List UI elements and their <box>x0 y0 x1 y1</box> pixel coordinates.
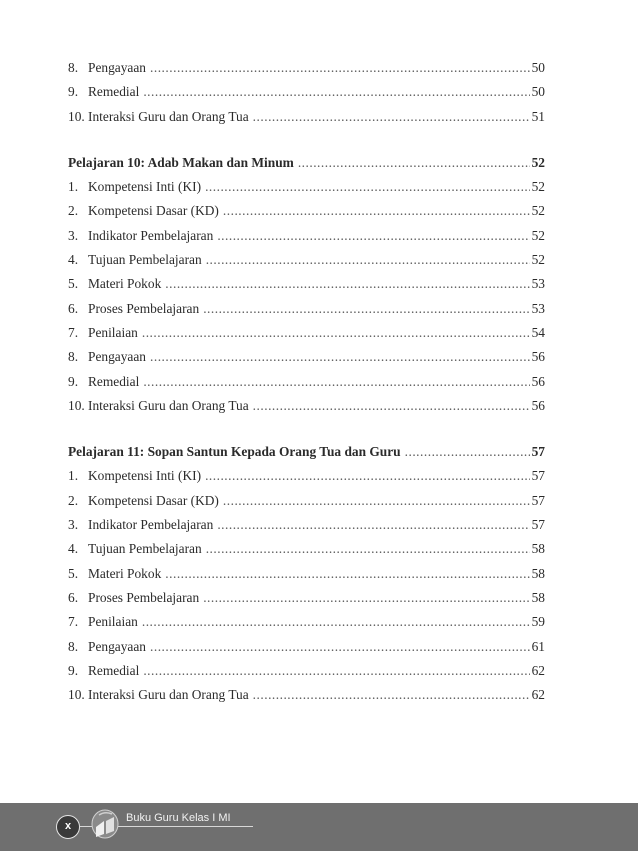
lesson-heading-page: 52 <box>531 154 545 170</box>
toc-entry-page: 51 <box>531 108 545 124</box>
dot-leader <box>150 635 530 659</box>
toc-entry-number: 7. <box>68 614 79 630</box>
toc-entry-title: Penilaian <box>88 324 138 340</box>
page-number-badge: x <box>56 815 80 839</box>
toc-entry-title: Kompetensi Inti (KI) <box>88 179 202 195</box>
toc-entry-title: Remedial <box>88 662 140 678</box>
toc-entry-title: Pengayaan <box>88 60 147 75</box>
dot-leader <box>150 345 530 369</box>
toc-entry[interactable] <box>68 80 545 104</box>
dot-leader <box>205 175 530 199</box>
toc-entry-number: 10. <box>68 397 85 413</box>
lesson-11-list <box>68 464 545 707</box>
table-of-contents <box>68 56 545 707</box>
toc-entry-page: 52 <box>531 203 545 219</box>
toc-entry[interactable] <box>68 370 545 394</box>
toc-entry-number: 5. <box>68 276 79 292</box>
toc-entry-page: 57 <box>531 468 545 484</box>
toc-entry-number: 8. <box>68 60 79 75</box>
dot-leader <box>150 56 530 80</box>
dot-leader <box>142 610 530 634</box>
toc-entry-page: 57 <box>531 492 545 508</box>
toc-entry-title: Pengayaan <box>88 349 147 365</box>
dot-leader <box>203 297 529 321</box>
lesson-heading-title: Pelajaran 11: Sopan Santun Kepada Orang Tua dan Guru <box>68 444 401 460</box>
toc-entry[interactable] <box>68 321 545 345</box>
toc-entry-number: 5. <box>68 565 79 581</box>
dot-leader <box>206 248 530 272</box>
dot-leader <box>142 321 530 345</box>
dot-leader <box>405 440 530 464</box>
lesson-11-heading[interactable] <box>68 440 545 464</box>
toc-entry[interactable] <box>68 297 545 321</box>
toc-entry-title: Interaksi Guru dan Orang Tua <box>88 108 249 124</box>
dot-leader <box>223 199 530 223</box>
toc-entry-page: 56 <box>531 349 545 365</box>
dot-leader <box>206 537 530 561</box>
dot-leader <box>253 105 530 129</box>
toc-entry-page: 61 <box>531 638 545 654</box>
toc-entry-title: Remedial <box>88 373 140 389</box>
footer-book-title: Buku Guru Kelas I MI <box>126 812 231 824</box>
toc-entry[interactable] <box>68 635 545 659</box>
toc-entry-title: Kompetensi Dasar (KD) <box>88 203 219 219</box>
toc-entry[interactable] <box>68 489 545 513</box>
toc-entry[interactable] <box>68 464 545 488</box>
toc-entry-page: 50 <box>531 84 545 100</box>
toc-entry-number: 1. <box>68 179 79 195</box>
lesson-10-heading[interactable] <box>68 151 545 175</box>
toc-entry-title: Tujuan Pembelajaran <box>88 252 202 268</box>
toc-entry-number: 9. <box>68 662 79 678</box>
toc-entry[interactable] <box>68 394 545 418</box>
toc-entry-number: 2. <box>68 492 79 508</box>
toc-entry[interactable] <box>68 56 545 80</box>
toc-top-list <box>68 56 545 129</box>
toc-entry-page: 58 <box>531 541 545 557</box>
toc-entry-page: 50 <box>531 60 545 75</box>
toc-entry-title: Materi Pokok <box>88 565 162 581</box>
toc-entry-title: Kompetensi Inti (KI) <box>88 468 202 484</box>
toc-entry-title: Interaksi Guru dan Orang Tua <box>88 397 249 413</box>
toc-entry[interactable] <box>68 105 545 129</box>
dot-leader <box>253 683 530 707</box>
toc-entry-page: 52 <box>531 179 545 195</box>
toc-entry[interactable] <box>68 345 545 369</box>
dot-leader <box>143 659 529 683</box>
toc-entry-page: 57 <box>531 517 545 533</box>
dot-leader <box>205 464 530 488</box>
toc-entry-page: 53 <box>531 276 545 292</box>
dot-leader <box>298 151 530 175</box>
toc-entry[interactable] <box>68 199 545 223</box>
toc-entry[interactable] <box>68 248 545 272</box>
toc-entry[interactable] <box>68 586 545 610</box>
toc-entry[interactable] <box>68 683 545 707</box>
lesson-heading-page: 57 <box>531 444 545 460</box>
dot-leader <box>165 272 529 296</box>
toc-entry-title: Proses Pembelajaran <box>88 589 200 605</box>
toc-entry-page: 56 <box>531 373 545 389</box>
toc-entry-number: 9. <box>68 84 79 100</box>
toc-entry[interactable] <box>68 562 545 586</box>
toc-entry-title: Indikator Pembelajaran <box>88 227 214 243</box>
toc-entry[interactable] <box>68 175 545 199</box>
toc-entry-title: Remedial <box>88 84 140 100</box>
toc-entry-number: 2. <box>68 203 79 219</box>
toc-entry-title: Interaksi Guru dan Orang Tua <box>88 687 249 703</box>
toc-entry-page: 56 <box>531 397 545 413</box>
toc-entry-title: Materi Pokok <box>88 276 162 292</box>
toc-entry-page: 58 <box>531 589 545 605</box>
dot-leader <box>165 562 529 586</box>
lesson-heading-title: Pelajaran 10: Adab Makan dan Minum <box>68 154 294 170</box>
dot-leader <box>217 224 529 248</box>
dot-leader <box>217 513 529 537</box>
toc-entry[interactable] <box>68 610 545 634</box>
lesson-10-list <box>68 175 545 418</box>
toc-entry-title: Indikator Pembelajaran <box>88 517 214 533</box>
toc-entry-number: 9. <box>68 373 79 389</box>
toc-entry[interactable] <box>68 224 545 248</box>
toc-entry[interactable] <box>68 272 545 296</box>
dot-leader <box>253 394 530 418</box>
toc-entry-number: 10. <box>68 687 85 703</box>
toc-entry-page: 52 <box>531 227 545 243</box>
toc-entry[interactable] <box>68 659 545 683</box>
toc-entry[interactable] <box>68 513 545 537</box>
toc-entry-title: Pengayaan <box>88 638 147 654</box>
toc-entry-title: Kompetensi Dasar (KD) <box>88 492 219 508</box>
toc-entry-page: 54 <box>531 324 545 340</box>
toc-entry-number: 3. <box>68 517 79 533</box>
page-footer <box>0 803 638 851</box>
toc-entry-number: 4. <box>68 252 79 268</box>
toc-entry-page: 53 <box>531 300 545 316</box>
toc-entry-title: Penilaian <box>88 614 138 630</box>
toc-entry-number: 8. <box>68 638 79 654</box>
book-logo-icon <box>90 807 120 841</box>
toc-entry-title: Proses Pembelajaran <box>88 300 200 316</box>
toc-entry-number: 3. <box>68 227 79 243</box>
toc-entry-number: 1. <box>68 468 79 484</box>
toc-entry-number: 6. <box>68 300 79 316</box>
toc-entry-number: 7. <box>68 324 79 340</box>
dot-leader <box>143 370 529 394</box>
toc-entry-title: Tujuan Pembelajaran <box>88 541 202 557</box>
toc-entry-number: 4. <box>68 541 79 557</box>
toc-entry[interactable] <box>68 537 545 561</box>
dot-leader <box>143 80 529 104</box>
dot-leader <box>203 586 529 610</box>
toc-entry-number: 6. <box>68 589 79 605</box>
toc-entry-page: 62 <box>531 687 545 703</box>
toc-entry-page: 62 <box>531 662 545 678</box>
toc-entry-page: 59 <box>531 614 545 630</box>
toc-entry-number: 8. <box>68 349 79 365</box>
toc-entry-number: 10. <box>68 108 85 124</box>
dot-leader <box>223 489 530 513</box>
toc-entry-page: 58 <box>531 565 545 581</box>
toc-entry-page: 52 <box>531 252 545 268</box>
